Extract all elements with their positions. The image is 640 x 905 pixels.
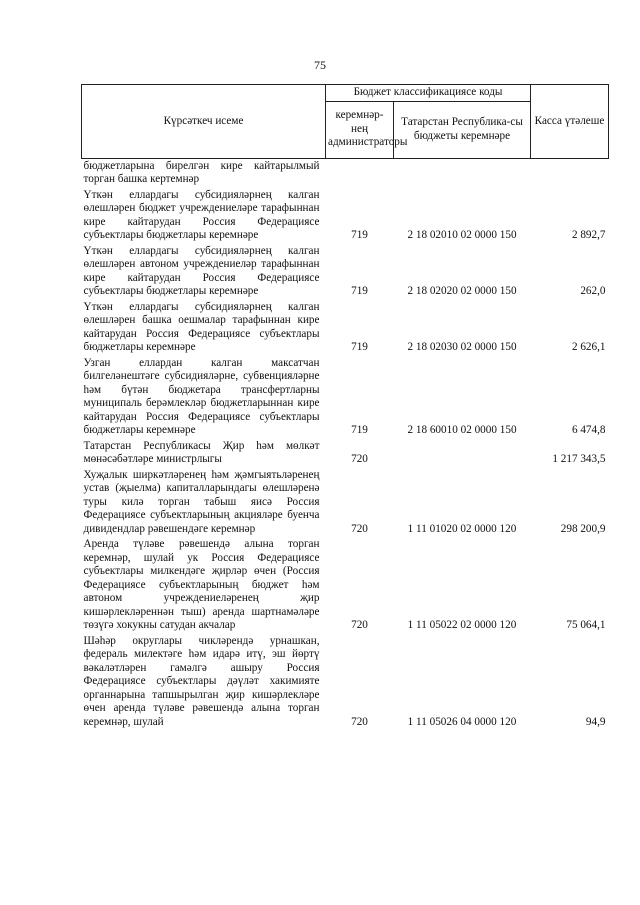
row-admin: 720 [351,715,368,728]
budget-table [81,84,609,730]
row-admin [326,158,394,188]
row-name: Үткән еллардагы субсидияләрнең калган өлешләрен бюджет учреждениеләре тарафыннан кире кайтарудан Россия Федерациясе субъектлары бюджетлары керемнәре [83,188,320,241]
row-name: Татарстан Республикасы Җир һәм мөлкәт мөнәсәбәтләре министрлыгы [83,439,320,465]
row-code: 1 11 01020 02 0000 120 [407,522,517,535]
row-name: Хуҗалык ширкәтләренең һәм җәмгыятьләренең устав (җыелма) капиталларындагы өлешләренә туры килә торган табыш яисә Россия Федерациясе субъектларының акцияләре буенча дивидендлар рәвешендәге керемнәр [83,468,320,535]
row-amount: 2 626,1 [571,341,606,353]
table-row [82,158,609,188]
table-row [82,468,609,538]
row-name: Аренда түләве рәвешендә алына торган керемнәр, шулай ук Россия Федерациясе субъектлары милкендәге җирләр өчен (Россия Федерациясе субъектларының бюджет һәм автоном учреждениеләренең җир кишәрлекләреннән тыш) аренда шартнамәләре төзүгә хокукны сатудан акчалар [83,538,320,631]
row-admin: 720 [351,522,368,535]
header-indicator: Күрсәткеч исеме [82,85,326,159]
row-code: 2 18 02030 02 0000 150 [407,341,517,353]
row-admin: 719 [351,229,368,241]
header-revenue: Татарстан Республика-сы бюджеты керемнәре [394,101,531,158]
row-admin: 720 [351,453,368,465]
table-row [82,356,609,439]
row-amount [531,158,609,188]
row-name: Үткән еллардагы субсидияләрнең калган өлешләрен автоном учреждениеләр тарафыннан кире кайтарудан Россия Федерациясе субъектлары бюджетлары керемнәре [83,244,320,297]
row-code: 2 18 02010 02 0000 150 [407,229,517,241]
row-admin: 719 [351,424,368,436]
row-code: 1 11 05026 04 0000 120 [407,715,517,728]
table-row [82,634,609,731]
page-number: 75 [314,58,326,72]
row-amount: 298 200,9 [560,522,606,535]
row-code [394,158,531,188]
header-cash: Касса үтәлеше [531,85,609,159]
row-amount: 262,0 [580,285,606,297]
row-admin: 720 [351,619,368,631]
row-name: бюджетларына бирелгән кире кайтарылмый торган башка кертемнәр [83,159,320,185]
row-code: 2 18 60010 02 0000 150 [407,424,517,436]
header-budget-code: Бюджет классификациясе коды [326,85,531,102]
row-code [394,439,531,468]
row-admin: 719 [351,341,368,353]
row-code: 2 18 02020 02 0000 150 [407,285,517,297]
row-admin: 719 [351,285,368,297]
row-amount: 75 064,1 [566,619,606,631]
row-name: Шәһәр округлары чикләрендә урнашкан, федераль милектәге һәм идарә итү, эш йөртү вәкаләтләрен гамәлгә ашыру Россия Федерациясе субъектлары дәүләт хакимияте органнарына тапшырылган җир кишәрлекләре өчен аренда түләве рәвешендә алына торган керемнәр, шулай [83,634,320,728]
row-amount: 2 892,7 [571,229,606,241]
table-row [82,244,609,300]
row-name: Үткән еллардагы субсидияләрнең калган өлешләрен башка оешмалар тарафыннан кире кайтарудан Россия Федерациясе субъектлары бюджетлары керемнәре [83,300,320,353]
row-name: Узган еллардан калган максатчан билгеләнештәге субсидияләрне, субвенцияләрне һәм бүтән бюджетара трансфертларны муниципаль берәмлекләр бюджетларыннан кире кайтарудан Россия Федерациясе субъектлары бюджетлары керемнәре [83,356,320,436]
row-amount: 1 217 343,5 [552,453,606,465]
table-row [82,188,609,244]
table-row [82,439,609,468]
row-amount: 6 474,8 [571,424,606,436]
table-body [82,158,609,730]
row-code: 1 11 05022 02 0000 120 [407,619,517,631]
table-row [82,537,609,634]
table-row [82,300,609,356]
row-amount: 94,9 [585,715,606,728]
header-admin: керемнәр-нең администраторы [326,101,394,158]
